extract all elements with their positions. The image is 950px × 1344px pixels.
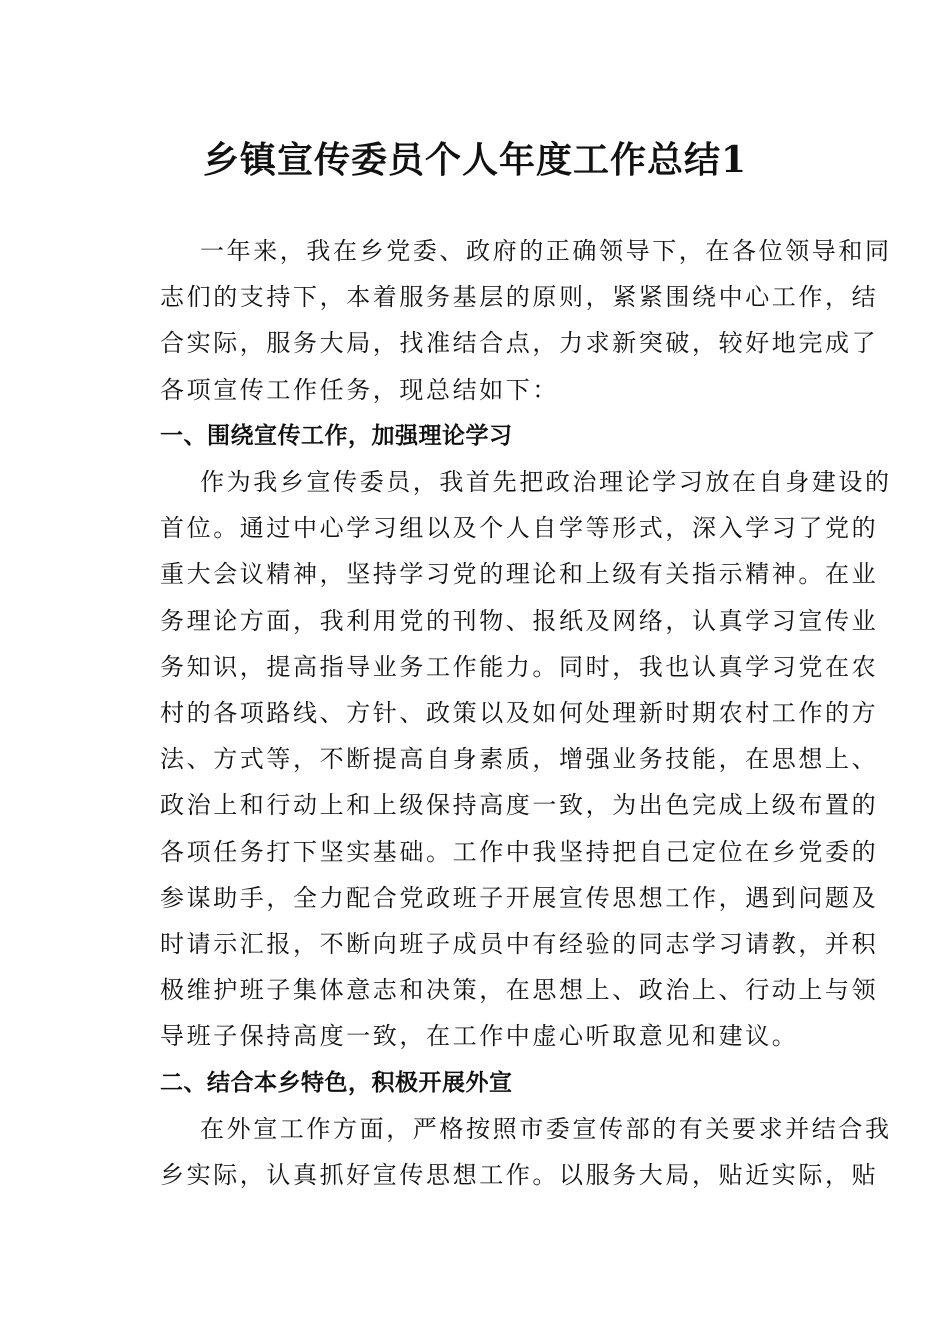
- document-body: [120, 228, 892, 1198]
- text-line: 参谋助手，全力配合党政班子开展宣传思想工作，遇到问题及: [160, 883, 879, 912]
- text-line: 乡实际，认真抓好宣传思想工作。以服务大局，贴近实际，贴: [160, 1161, 879, 1190]
- text-line: 各项宣传工作任务，现总结如下：: [160, 375, 559, 404]
- text-line: 法、方式等，不断提高自身素质，增强业务技能，在思想上、: [160, 745, 879, 774]
- text-line: 时请示汇报，不断向班子成员中有经验的同志学习请教，并积: [160, 930, 879, 959]
- text-line: 导班子保持高度一致，在工作中虚心听取意见和建议。: [160, 1022, 799, 1051]
- section-2-paragraph: [120, 1106, 892, 1198]
- text-line: 志们的支持下，本着服务基层的原则，紧紧围绕中心工作，结: [160, 283, 879, 312]
- text-line: 一年来，我在乡党委、政府的正确领导下，在各位领导和同: [200, 237, 892, 265]
- text-line: 务理论方面，我利用党的刊物、报纸及网络，认真学习宣传业: [160, 606, 879, 635]
- text-line: 重大会议精神，坚持学习党的理论和上级有关指示精神。在业: [160, 560, 879, 589]
- section-heading-1: 一、围绕宣传工作，加强理论学习: [160, 422, 513, 449]
- text-line: 各项任务打下坚实基础。工作中我坚持把自己定位在乡党委的: [160, 837, 879, 866]
- text-line: 政治上和行动上和上级保持高度一致，为出色完成上级布置的: [160, 791, 879, 820]
- section-1-paragraph: [120, 459, 892, 1060]
- text-line: 首位。通过中心学习组以及个人自学等形式，深入学习了党的: [160, 514, 879, 543]
- intro-paragraph: [120, 228, 892, 413]
- text-line: 务知识，提高指导业务工作能力。同时，我也认真学习党在农: [160, 652, 879, 681]
- section-heading-2: 二、结合本乡特色，积极开展外宣: [160, 1069, 513, 1096]
- text-line: 在外宣工作方面，严格按照市委宣传部的有关要求并结合我: [200, 1114, 892, 1143]
- text-line: 极维护班子集体意志和决策，在思想上、政治上、行动上与领: [160, 976, 879, 1005]
- text-line: 村的各项路线、方针、政策以及如何处理新时期农村工作的方: [160, 699, 879, 728]
- text-line: 作为我乡宣传委员，我首先把政治理论学习放在自身建设的: [200, 468, 892, 497]
- text-line: 合实际，服务大局，找准结合点，力求新突破，较好地完成了: [160, 329, 879, 358]
- document-title: 乡镇宣传委员个人年度工作总结1: [202, 139, 748, 181]
